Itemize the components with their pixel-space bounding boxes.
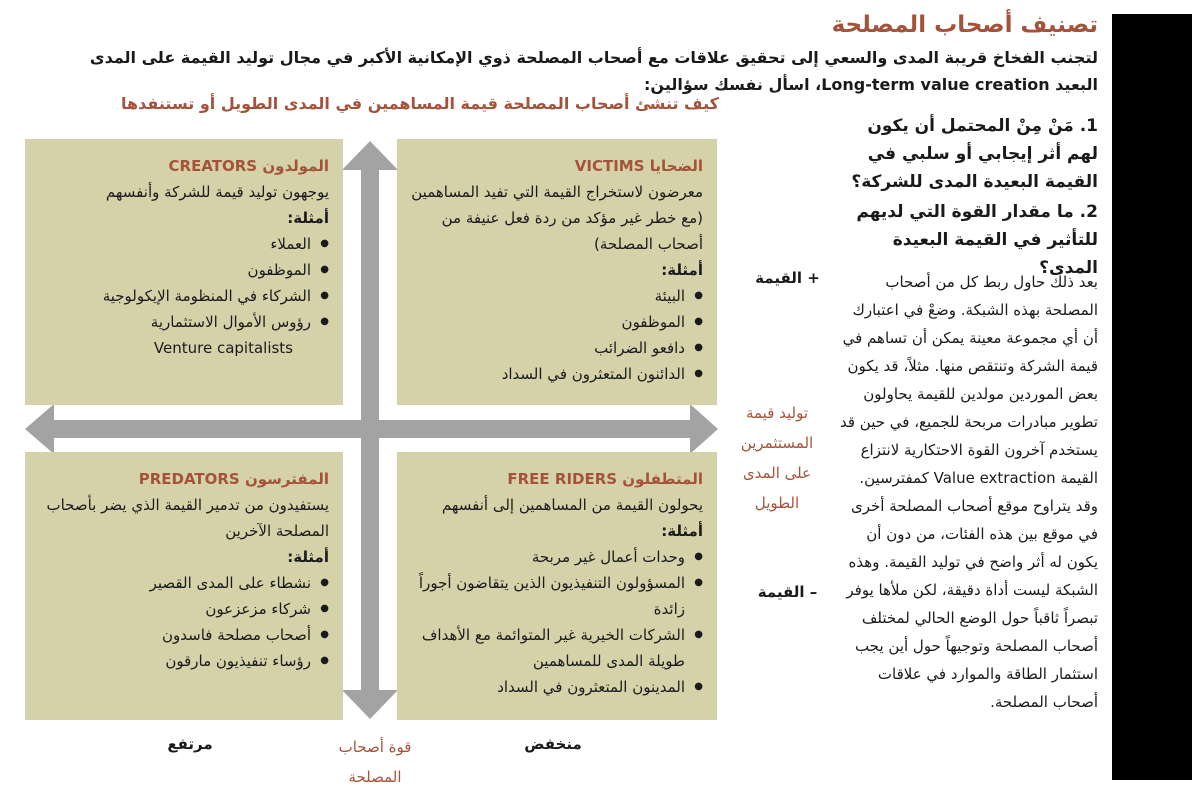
- quadrant-free-riders: [397, 452, 717, 720]
- list-item: ● أصحاب مصلحة فاسدون: [39, 622, 329, 648]
- y-axis-title: توليد قيمة المستثمرين على المدى الطويل: [740, 404, 814, 512]
- intro-text: لتجنب الفخاخ قريبة المدى والسعي إلى تحقيق علاقات مع أصحاب المصلحة ذوي الإمكانية الأكبر في مجال توليد القيمة على المدى البعيد Long-term value creation، اسأل نفسك سؤالين:: [89, 48, 1098, 94]
- quadrant-description: معرضون لاستخراج القيمة التي تفيد المساهمين (مع خطر غير مؤكد من ردة فعل عنيفة من أصحاب المصلحة): [411, 183, 703, 253]
- examples-list: [39, 231, 329, 335]
- quadrant-predators: [25, 452, 343, 720]
- list-item: ● شركاء مزعزعون: [39, 596, 329, 622]
- quadrant-creators: [25, 139, 343, 405]
- quadrant-description: يحولون القيمة من المساهمين إلى أنفسهم: [441, 496, 703, 514]
- list-item: ● الشركاء في المنظومة الإيكولوجية: [39, 283, 329, 309]
- list-item: ● الموظفون: [39, 257, 329, 283]
- black-side-bar: [1112, 14, 1192, 780]
- list-item: ● رؤوس الأموال الاستثمارية: [39, 309, 329, 335]
- examples-label: أمثلة:: [287, 548, 329, 566]
- question-2: 2. ما مقدار القوة التي لديهم للتأثير في القيمة البعيدة المدى؟: [856, 202, 1098, 278]
- list-item: ● رؤساء تنفيذيون مارقون: [39, 648, 329, 674]
- list-item: ● العملاء: [39, 231, 329, 257]
- value-plus-label: + القيمة: [755, 269, 820, 287]
- list-item: ● الشركات الخيرية غير المتوائمة مع الأهداف طويلة المدى للمساهمين: [411, 622, 703, 674]
- list-item: ● وحدات أعمال غير مربحة: [411, 544, 703, 570]
- examples-label: أمثلة:: [661, 261, 703, 279]
- x-axis-title: قوة أصحاب المصلحة: [338, 738, 412, 786]
- x-low-label: منخفض: [524, 735, 582, 753]
- examples-label: أمثلة:: [287, 209, 329, 227]
- list-item: ● المدينون المتعثرون في السداد: [411, 674, 703, 700]
- list-item: ● الموظفون: [411, 309, 703, 335]
- quadrant-description: يستفيدون من تدمير القيمة الذي يضر بأصحاب المصلحة الآخرين: [46, 496, 329, 540]
- list-item: ● المسؤولون التنفيذيون الذين يتقاضون أجوراً زائدة: [411, 570, 703, 622]
- matrix-heading: كيف تنشئ أصحاب المصلحة قيمة المساهمين في المدى الطويل أو تستنفدها: [121, 94, 719, 113]
- question-1: 1. مَنْ مِنْ المحتمل أن يكون لهم أثر إيجابي أو سلبي في القيمة البعيدة المدى للشركة؟: [851, 116, 1098, 192]
- list-item: ● دافعو الضرائب: [411, 335, 703, 361]
- list-item: ● البيئة: [411, 283, 703, 309]
- value-minus-label: – القيمة: [757, 583, 818, 601]
- quadrant-victims: [397, 139, 717, 405]
- list-item: ● الدائنون المتعثرون في السداد: [411, 361, 703, 387]
- examples-list: [411, 544, 703, 700]
- list-item-subtext: Venture capitalists: [153, 339, 293, 357]
- quadrant-title: الضحايا VICTIMS: [574, 157, 703, 175]
- examples-label: أمثلة:: [661, 522, 703, 540]
- quadrant-title: المفترسون PREDATORS: [138, 470, 329, 488]
- quadrant-description: يوجهون توليد قيمة للشركة وأنفسهم: [105, 183, 329, 201]
- quadrant-title: المولدون CREATORS: [168, 157, 329, 175]
- page-title: تصنيف أصحاب المصلحة: [831, 12, 1098, 38]
- examples-list: [411, 283, 703, 387]
- list-item: ● نشطاء على المدى القصير: [39, 570, 329, 596]
- x-high-label: مرتفع: [167, 735, 213, 753]
- quadrant-title: المتطفلون FREE RIDERS: [507, 470, 703, 488]
- body-paragraph: بعد ذلك حاول ربط كل من أصحاب المصلحة بهذه الشبكة. وضعْ في اعتبارك أن أي مجموعة معينة يمكن أن تساهم في قيمة الشركة وتنتقص منها. مثلاً، قد يكون بعض الموردين مولدين للقيمة يحاولون تطوير مبادرات مربحة للجميع، في حين قد يستخدم آخرون القوة الاحتكارية لانتزاع القيمة Value extraction كمفترسين. وقد يتراوح موقع أصحاب المصلحة أخرى في موقع بين هذه الفئات، من دون أن يكون له أثر واضح في توليد القيمة. وهذه الشبكة ليست أداة دقيقة، لكن ملأها يوفر تبصراً ثاقباً حول الوضع الحالي لمختلف أصحاب المصلحة وتوجيهاً حول أين يجب استثمار الطاقة والموارد في علاقات أصحاب المصلحة.: [839, 273, 1098, 711]
- examples-list: [39, 570, 329, 674]
